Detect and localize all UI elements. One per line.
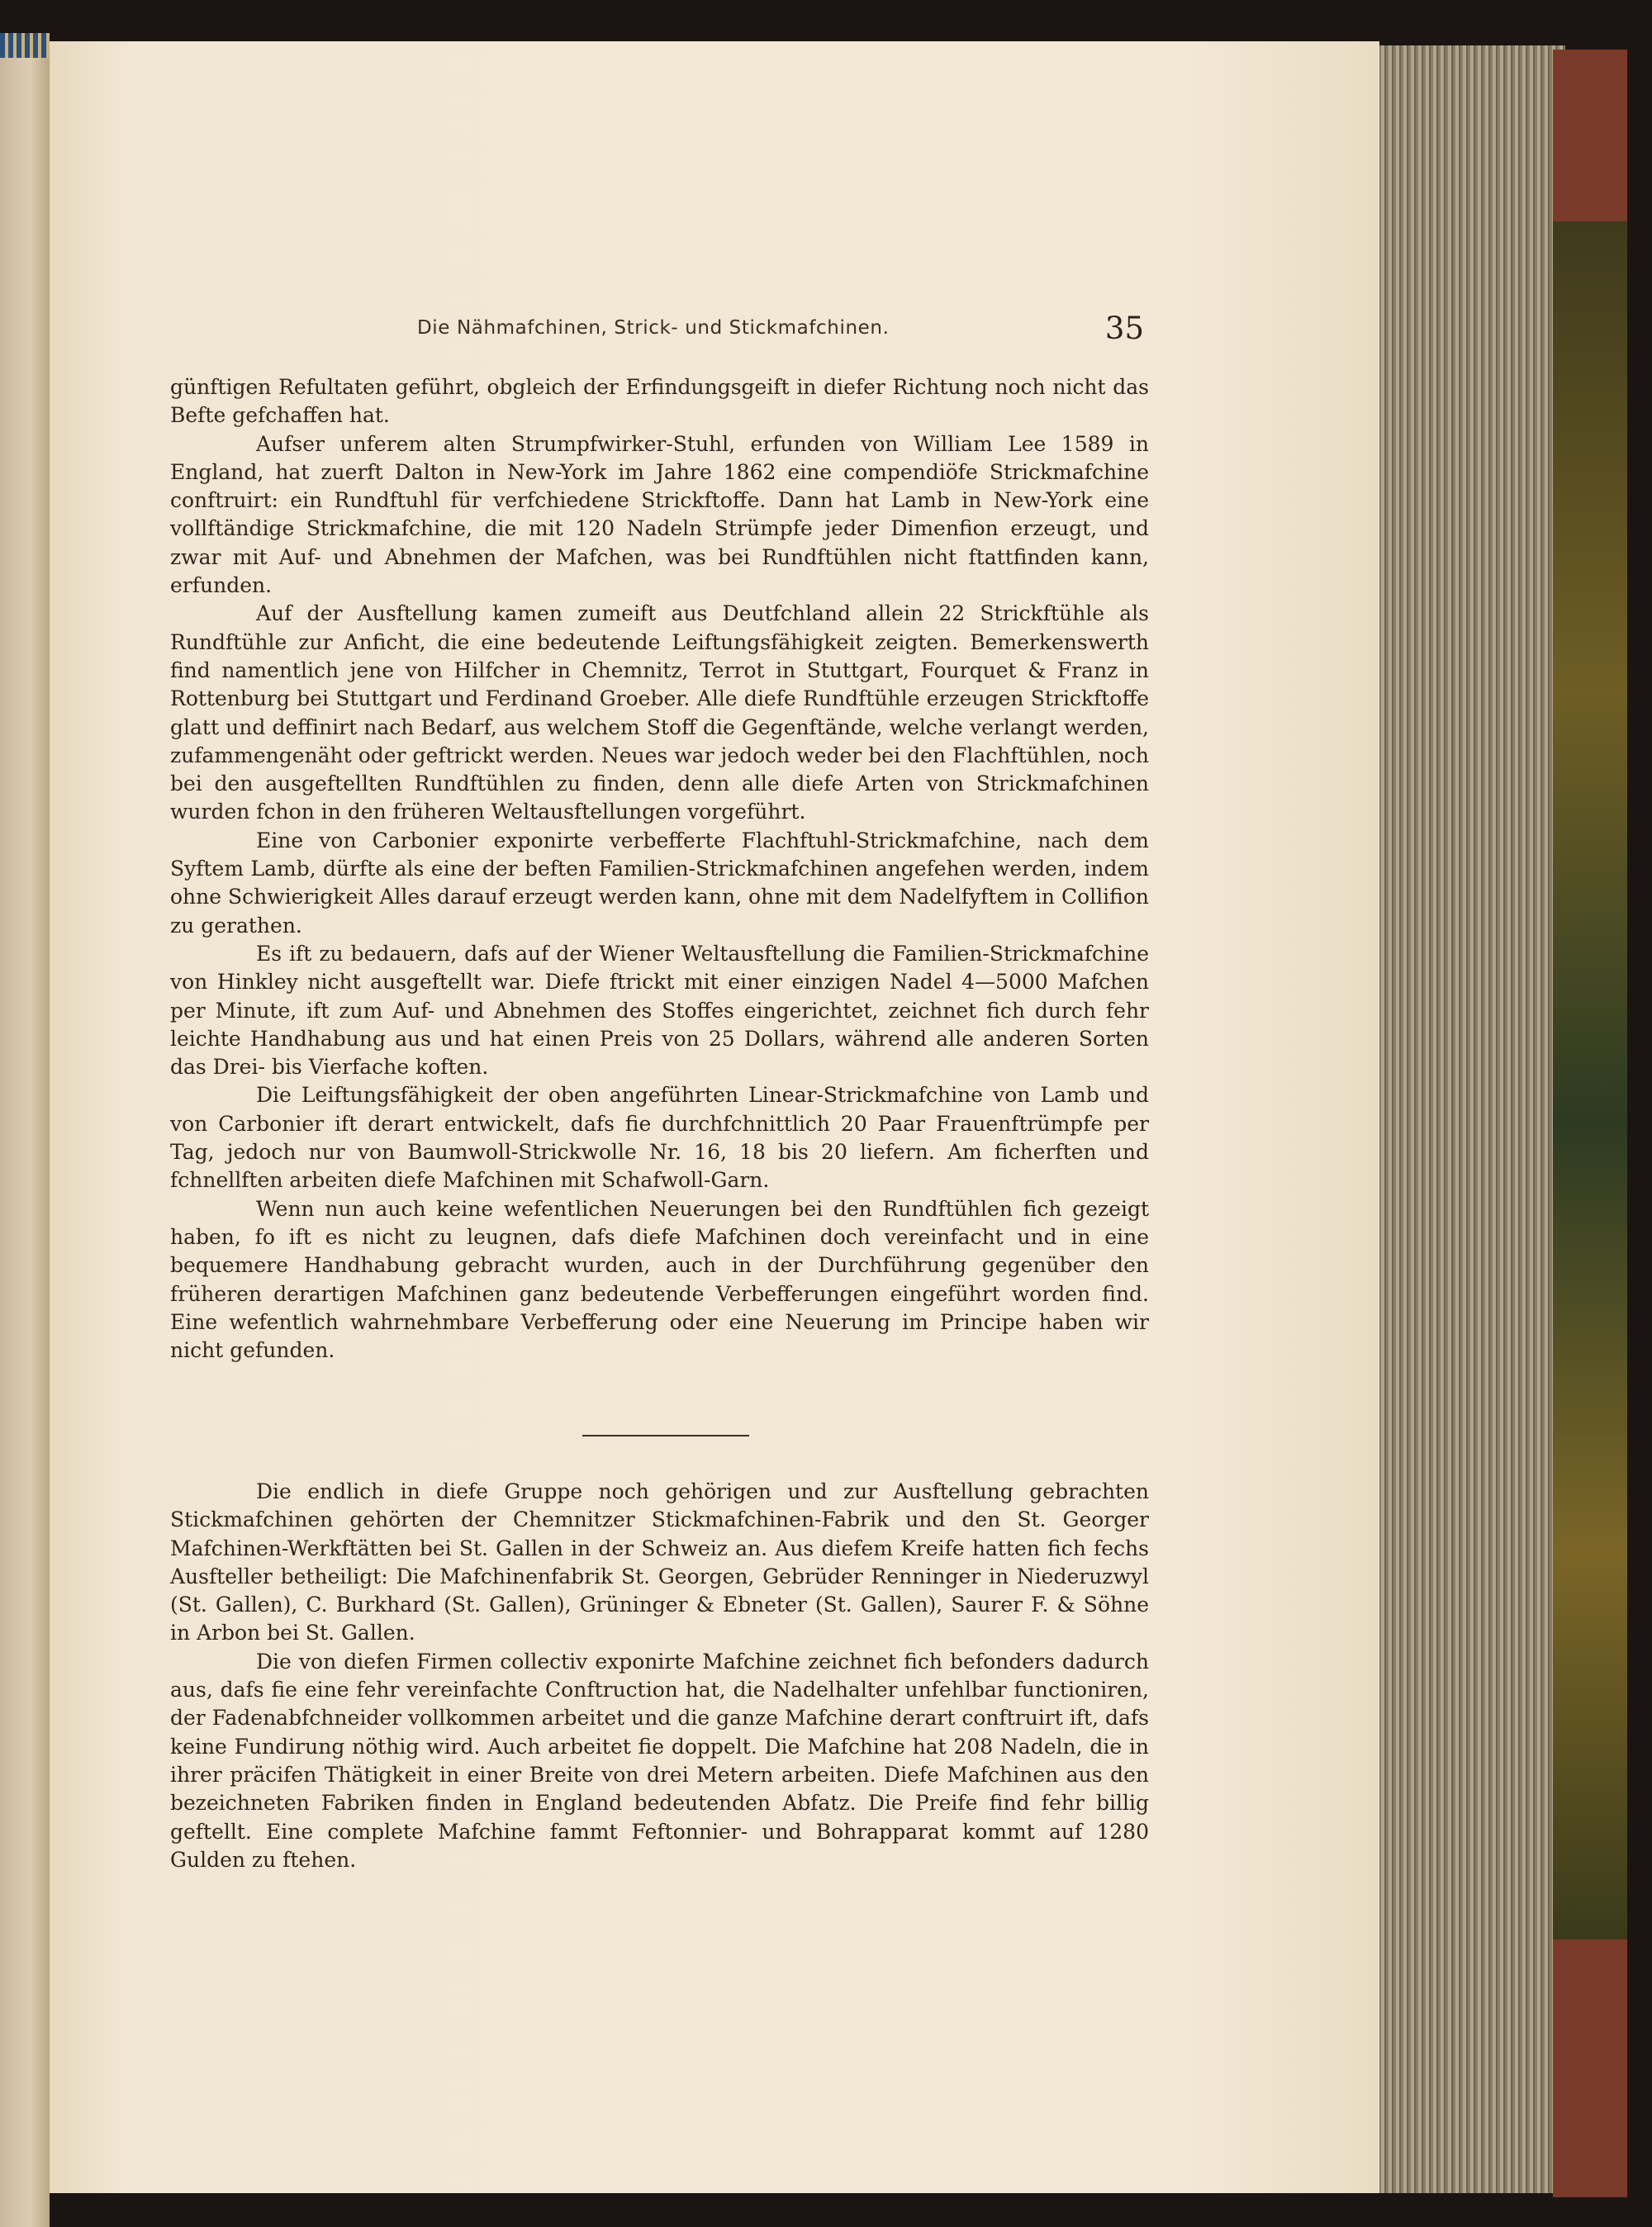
paragraph: Eine von Carbonier exponirte verbefferte Flachftuhl-Strickmafchine, nach dem Syftem Lamb, dürfte als eine der beften Familien-Strickmafchinen angefehen werden, indem ohne Schwierigkeit Alles darauf erzeugt werden kann, ohne mit dem Nadelfyftem in Collifion zu gerathen. [170, 828, 1149, 938]
paragraph: Aufser unferem alten Strumpfwirker-Stuhl, erfunden von William Lee 1589 in England, hat zuerft Dalton in New-York im Jahre 1862 eine compendiöfe Strickmafchine conftruirt: ein Rundftuhl für verfchiedene Strickftoffe. Dann hat Lamb in New-York eine vollftändige Strickmafchine, die mit 120 Nadeln Strümpfe jeder Dimenfion erzeugt, und zwar mit Auf- und Abnehmen der Mafchen, was bei Rundftühlen nicht ftattfinden kann, erfunden. [170, 431, 1149, 598]
paragraph: Es ift zu bedauern, dafs auf der Wiener Weltausftellung die Familien-Strickmafchine von Hinkley nicht ausgeftellt war. Diefe ftrickt mit einer einzigen Nadel 4—5000 Mafchen per Minute, ift zum Auf- und Abnehmen des Stoffes eingerichtet, zeichnet fich durch fehr leichte Handhabung aus und hat einen Preis von 25 Dollars, während alle anderen Sorten das Drei- bis Vierfache koften. [170, 941, 1149, 1080]
running-title: Die Nähmafchinen, Strick- und Stickmafchinen. [417, 317, 890, 339]
paragraph: Die von diefen Firmen collectiv exponirte Mafchine zeichnet fich befonders dadurch aus, dafs fie eine fehr vereinfachte Conftruction hat, die Nadelhalter unfehlbar functioniren, der Fadenabfchneider vollkommen arbeitet und die ganze Mafchine derart conftruirt ift, dafs keine Fundirung nöthig wird. Auch arbeitet fie doppelt. Die Mafchine hat 208 Nadeln, die in ihrer präcifen Thätigkeit in einer Breite von drei Metern arbeiten. Diefe Mafchinen aus den bezeichneten Fabriken finden in England bedeutenden Abfatz. Die Preife find fehr billig geftellt. Eine complete Mafchine fammt Feftonnier- und Bohrapparat kommt auf 1280 Gulden zu ftehen. [170, 1649, 1149, 1872]
left-page-edge [0, 41, 50, 2227]
section-embroidery-machines [170, 1478, 1149, 1874]
page-number: 35 [1104, 311, 1144, 346]
paragraph: Die endlich in diefe Gruppe noch gehörigen und zur Ausftellung gebrachten Stickmafchinen gehörten der Chemnitzer Stickmafchinen-Fabrik und den St. Georger Mafchinen-Werkftätten bei St. Gallen in der Schweiz an. Aus diefem Kreife hatten fich fechs Ausfteller betheiligt: Die Mafchinenfabrik St. Georgen, Gebrüder Renninger in Niederuzwyl (St. Gallen), C. Burkhard (St. Gallen), Grüninger & Ebneter (St. Gallen), Saurer F. & Söhne in Arbon bei St. Gallen. [170, 1479, 1149, 1645]
page-stack-edge [1371, 45, 1565, 2193]
paragraph: Die Leiftungsfähigkeit der oben angeführten Linear-Strickmafchine von Lamb und von Carbonier ift derart entwickelt, dafs fie durchfchnittlich 20 Paar Frauenftrümpfe per Tag, jedoch nur von Baumwoll-Strickwolle Nr. 16, 18 bis 20 liefern. Am ficherften und fchnellften arbeiten diefe Mafchinen mit Schafwoll-Garn. [170, 1083, 1149, 1193]
paragraph: Auf der Ausftellung kamen zumeift aus Deutfchland allein 22 Strickftühle als Rundftühle zur Anficht, die eine bedeutende Leiftungsfähigkeit zeigten. Bemerkenswerth find namentlich jene von Hilfcher in Chemnitz, Terrot in Stuttgart, Fourquet & Franz in Rottenburg bei Stuttgart und Ferdinand Groeber. Alle diefe Rundftühle erzeugen Strickftoffe glatt und deffinirt nach Bedarf, aus welchem Stoff die Gegenftände, welche verlangt werden, zufammengenäht oder geftrickt werden. Neues war jedoch weder bei den Flachftühlen, noch bei den ausgeftellten Rundftühlen zu finden, denn alle diefe Arten von Strickmafchinen wurden fchon in den früheren Weltausftellungen vorgeführt. [170, 601, 1149, 824]
paragraph: günftigen Refultaten geführt, obgleich der Erfindungsgeift in diefer Richtung noch nicht das Befte gefchaffen hat. [170, 375, 1149, 428]
paragraph: Wenn nun auch keine wefentlichen Neuerungen bei den Rundftühlen fich gezeigt haben, fo ift es nicht zu leugnen, dafs diefe Mafchinen doch vereinfacht und in eine bequemere Handhabung gebracht wurden, auch in der Durchführung gegenüber den früheren derartigen Mafchinen ganz bedeutende Verbefferungen eingeführt worden find. Eine wefentlich wahrnehmbare Verbefferung oder eine Neuerung im Principe haben wir nicht gefunden. [170, 1196, 1149, 1363]
page-header [417, 311, 1144, 354]
marbled-cover [1553, 50, 1627, 2197]
section-knitting-machines [170, 373, 1149, 1365]
binding-thread [0, 33, 50, 58]
section-divider [582, 1435, 749, 1436]
